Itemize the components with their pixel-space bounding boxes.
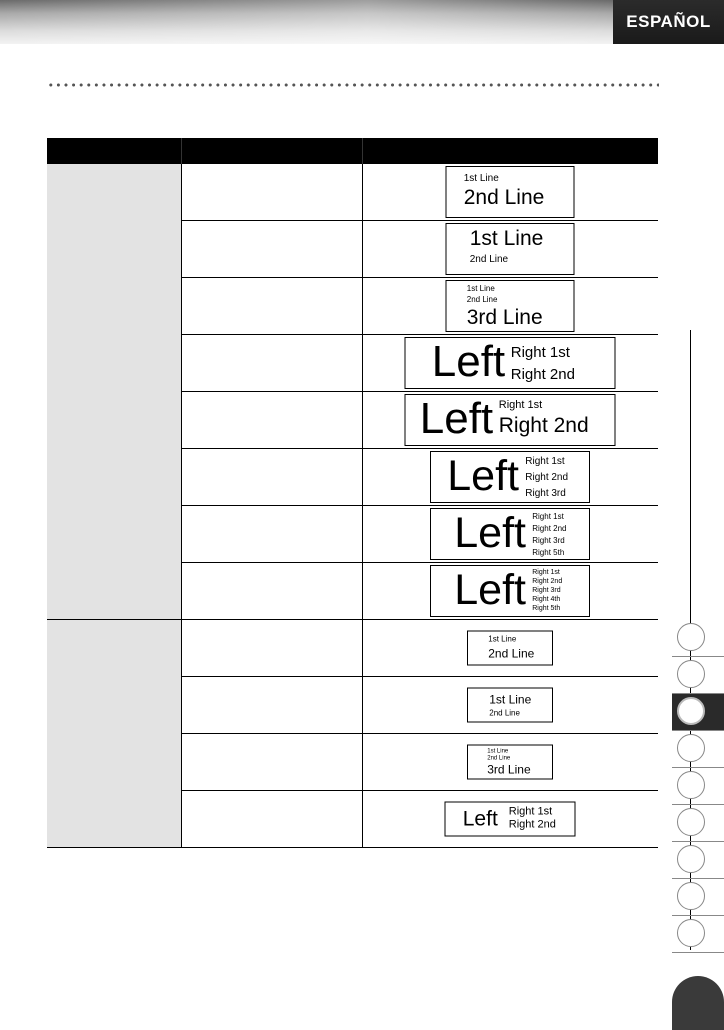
template-table — [47, 138, 658, 848]
sample-line: 2nd Line — [469, 254, 509, 265]
header-cell-1 — [47, 138, 181, 164]
sample-line: 2nd Line — [463, 186, 545, 209]
sample-right-line: Right 2nd — [532, 524, 567, 533]
sample-cell — [362, 563, 658, 620]
setting-cell — [181, 677, 362, 734]
setting-cell — [181, 449, 362, 506]
chapter-tab[interactable] — [672, 620, 724, 657]
sample-right-line: Right 3rd — [532, 536, 565, 545]
sample-cell — [362, 791, 658, 848]
sample-right-line: Right 1st — [508, 805, 553, 818]
setting-cell — [181, 506, 362, 563]
chapter-tab[interactable] — [672, 731, 724, 768]
sample-line: 1st Line — [487, 748, 509, 755]
label-sample — [446, 223, 575, 275]
chapter-tab[interactable] — [672, 916, 724, 953]
sample-line: 2nd Line — [466, 295, 498, 304]
setting-cell — [181, 563, 362, 620]
sample-right-line: Right 1st — [532, 569, 560, 576]
label-sample — [405, 394, 616, 446]
sample-right-line: Right 5th — [532, 605, 561, 612]
chapter-tab[interactable] — [672, 657, 724, 694]
chapter-tab[interactable] — [672, 768, 724, 805]
label-sample — [445, 802, 576, 837]
sample-line: 1st Line — [466, 284, 495, 293]
chapter-tab[interactable] — [672, 842, 724, 879]
setting-cell — [181, 791, 362, 848]
sample-line: 3rd Line — [466, 306, 543, 329]
sample-cell — [362, 278, 658, 335]
label-sample — [430, 451, 590, 503]
group-cell — [47, 620, 181, 848]
language-tab: ESPAÑOL — [613, 0, 724, 44]
chapter-circle-icon — [677, 623, 705, 651]
chapter-circle-icon — [677, 808, 705, 836]
sample-line: 2nd Line — [489, 708, 520, 718]
sample-right-line: Right 4th — [532, 596, 561, 603]
label-sample — [467, 688, 553, 723]
setting-cell — [181, 335, 362, 392]
sample-cell — [362, 734, 658, 791]
page-number-tab — [672, 976, 724, 1030]
sample-line: 1st Line — [469, 227, 544, 250]
sample-left-text: Left — [454, 566, 526, 614]
label-sample — [467, 631, 553, 666]
table-row — [47, 164, 658, 221]
setting-cell — [181, 221, 362, 278]
sample-left-text: Left — [431, 337, 506, 386]
sample-right-line: Right 2nd — [510, 366, 575, 383]
chapter-tab[interactable] — [672, 805, 724, 842]
chapter-circle-icon — [677, 734, 705, 762]
sample-right-line: Right 2nd — [525, 472, 569, 483]
sample-right-line: Right 3rd — [525, 488, 566, 499]
sample-right-line: Right 1st — [498, 399, 543, 411]
sample-cell — [362, 392, 658, 449]
chapter-circle-icon — [677, 919, 705, 947]
table-row — [47, 620, 658, 677]
chapter-circle-icon — [677, 771, 705, 799]
sample-right-line: Right 5th — [532, 548, 565, 557]
chapter-circle-icon — [677, 697, 705, 725]
sample-cell — [362, 506, 658, 563]
sample-right-line: Right 1st — [532, 512, 564, 521]
setting-cell — [181, 392, 362, 449]
setting-cell — [181, 734, 362, 791]
label-sample — [467, 745, 553, 780]
chapter-circle-icon — [677, 882, 705, 910]
setting-cell — [181, 620, 362, 677]
sample-line: 2nd Line — [487, 755, 511, 762]
chapter-tab[interactable] — [672, 879, 724, 916]
sample-line: 1st Line — [463, 173, 499, 184]
label-sample — [430, 565, 590, 617]
chapter-circle-icon — [677, 660, 705, 688]
sample-line: 2nd Line — [488, 646, 535, 661]
chapter-circle-icon — [677, 845, 705, 873]
sample-right-line: Right 1st — [510, 344, 570, 361]
label-sample — [446, 280, 575, 332]
sample-right-line: Right 1st — [525, 456, 565, 467]
sample-cell — [362, 677, 658, 734]
label-sample — [405, 337, 616, 389]
sample-left-text: Left — [454, 509, 526, 557]
group-cell — [47, 164, 181, 620]
sample-line: 1st Line — [489, 692, 532, 707]
header-cell-2 — [181, 138, 362, 164]
label-sample — [430, 508, 590, 560]
sample-left-text: Left — [462, 807, 498, 831]
chapter-tab-active[interactable] — [672, 694, 724, 731]
sample-cell — [362, 221, 658, 278]
sample-right-line: Right 3rd — [532, 587, 561, 594]
sample-cell — [362, 620, 658, 677]
sample-left-text: Left — [447, 452, 519, 500]
sample-cell — [362, 335, 658, 392]
sample-left-text: Left — [419, 394, 494, 443]
sample-cell — [362, 449, 658, 506]
setting-cell — [181, 278, 362, 335]
label-sample — [446, 166, 575, 218]
sample-right-line: Right 2nd — [508, 818, 556, 831]
sample-right-line: Right 2nd — [498, 414, 589, 437]
header-cell-3 — [362, 138, 658, 164]
dotted-divider — [47, 83, 659, 87]
sample-line: 1st Line — [488, 634, 517, 644]
sample-line: 3rd Line — [487, 762, 531, 777]
sample-right-line: Right 2nd — [532, 578, 563, 585]
sample-cell — [362, 164, 658, 221]
setting-cell — [181, 164, 362, 221]
table-header-row — [47, 138, 658, 164]
